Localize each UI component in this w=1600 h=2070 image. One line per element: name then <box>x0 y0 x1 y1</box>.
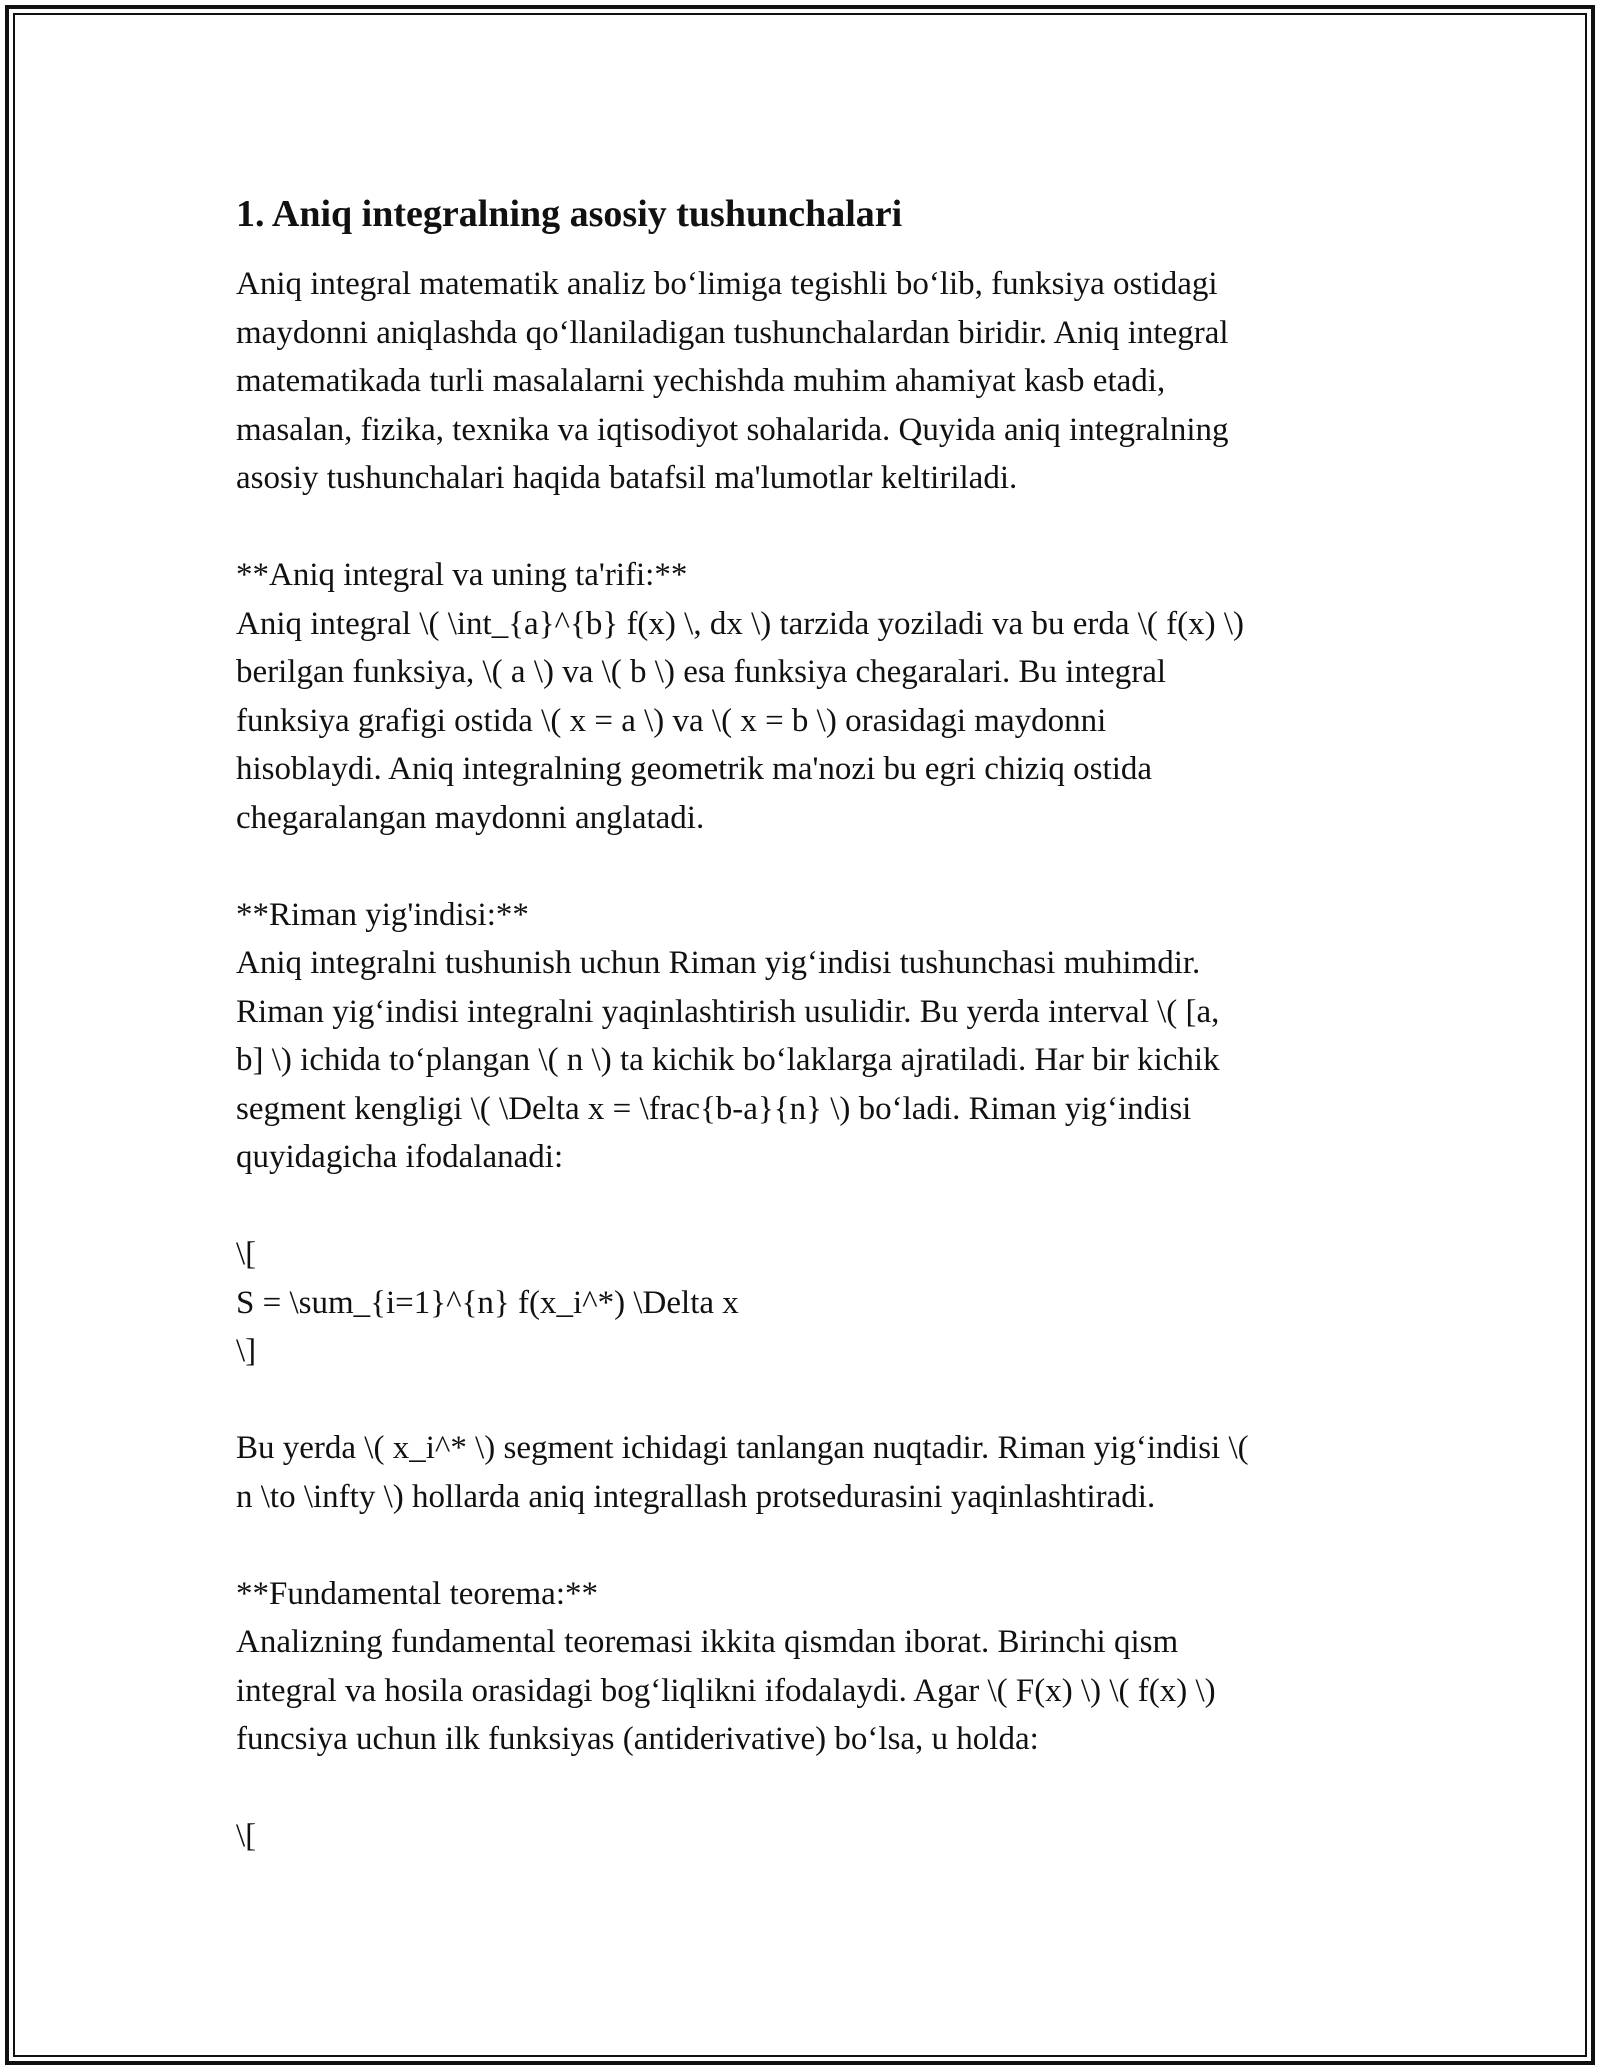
formula-line: \[ <box>236 1236 257 1272</box>
text-line: b] \) ichida to‘plangan \( n \) ta kichik bo‘laklarga ajratiladi. Har bir kichik <box>236 1042 1220 1078</box>
paragraph-gap <box>236 1376 1376 1425</box>
subheading-line: **Fundamental teorema:** <box>236 1575 598 1612</box>
text-line: maydonni aniqlashda qo‘llaniladigan tushunchalardan biridir. Aniq integral <box>236 314 1229 351</box>
text-line: funcsiya uchun ilk funksiyas (antiderivative) bo‘lsa, u holda: <box>236 1721 1039 1757</box>
text-line: segment kengligi \( \Delta x = \frac{b-a}{n} \) bo‘ladi. Riman yig‘indisi <box>236 1090 1192 1127</box>
text-line: matematikada turli masalalarni yechishda muhim ahamiyat kasb etadi, <box>236 363 1166 399</box>
fundamental-paragraph <box>236 1570 1376 1764</box>
document-page <box>236 188 1376 1861</box>
text-line: hisoblaydi. Aniq integralning geometrik ma'nozi bu egri chiziq ostida <box>236 751 1153 787</box>
text-line: integral va hosila orasidagi bog‘liqlikni ifodalaydi. Agar \( F(x) \) \( f(x) \) <box>236 1672 1216 1709</box>
text-line: Aniq integral matematik analiz bo‘limiga tegishli bo‘lib, funksiya ostidagi <box>236 266 1218 302</box>
intro-paragraph <box>236 260 1376 503</box>
subheading-line: **Riman yig'indisi:** <box>236 896 529 933</box>
text-line: chegaralangan maydonni anglatadi. <box>236 799 705 836</box>
text-line: masalan, fizika, texnika va iqtisodiyot sohalarida. Quyida aniq integralning <box>236 411 1229 448</box>
riemann-paragraph <box>236 891 1376 1182</box>
paragraph-gap <box>236 1521 1376 1570</box>
paragraph-gap <box>236 503 1376 552</box>
formula-line: S = \sum_{i=1}^{n} f(x_i^*) \Delta x <box>236 1284 739 1321</box>
text-line: Aniq integral \( \int_{a}^{b} f(x) \, dx \) tarzida yoziladi va bu erda \( f(x) \) <box>236 605 1245 642</box>
text-line: n \to \infty \) hollarda aniq integrallash protsedurasini yaqinlashtiradi. <box>236 1478 1156 1515</box>
text-line: Bu yerda \( x_i^* \) segment ichidagi tanlangan nuqtadir. Riman yig‘indisi \( <box>236 1430 1249 1466</box>
paragraph-gap <box>236 1182 1376 1231</box>
text-line: funksiya grafigi ostida \( x = a \) va \( x = b \) orasidagi maydonni <box>236 702 1107 739</box>
riemann-formula <box>236 1230 1376 1376</box>
text-line: Analizning fundamental teoremasi ikkita qismdan iborat. Birinchi qism <box>236 1624 1179 1660</box>
riemann-explanation <box>236 1424 1376 1521</box>
paragraph-gap <box>236 842 1376 891</box>
text-line: Aniq integralni tushunish uchun Riman yig‘indisi tushunchasi muhimdir. <box>236 945 1201 981</box>
fundamental-formula-start <box>236 1812 1376 1861</box>
text-line: quyidagicha ifodalanadi: <box>236 1139 564 1175</box>
text-line: Riman yig‘indisi integralni yaqinlashtirish usulidir. Bu yerda interval \( [a, <box>236 993 1220 1030</box>
definition-paragraph <box>236 551 1376 842</box>
paragraph-gap <box>236 1764 1376 1813</box>
formula-line: \] <box>236 1333 257 1369</box>
text-line: berilgan funksiya, \( a \) va \( b \) esa funksiya chegaralari. Bu integral <box>236 654 1167 690</box>
subheading-line: **Aniq integral va uning ta'rifi:** <box>236 557 688 593</box>
text-line: asosiy tushunchalari haqida batafsil ma'lumotlar keltiriladi. <box>236 460 1018 496</box>
section-title: 1. Aniq integralning asosiy tushunchalari <box>236 193 903 235</box>
formula-line: \[ <box>236 1818 257 1854</box>
